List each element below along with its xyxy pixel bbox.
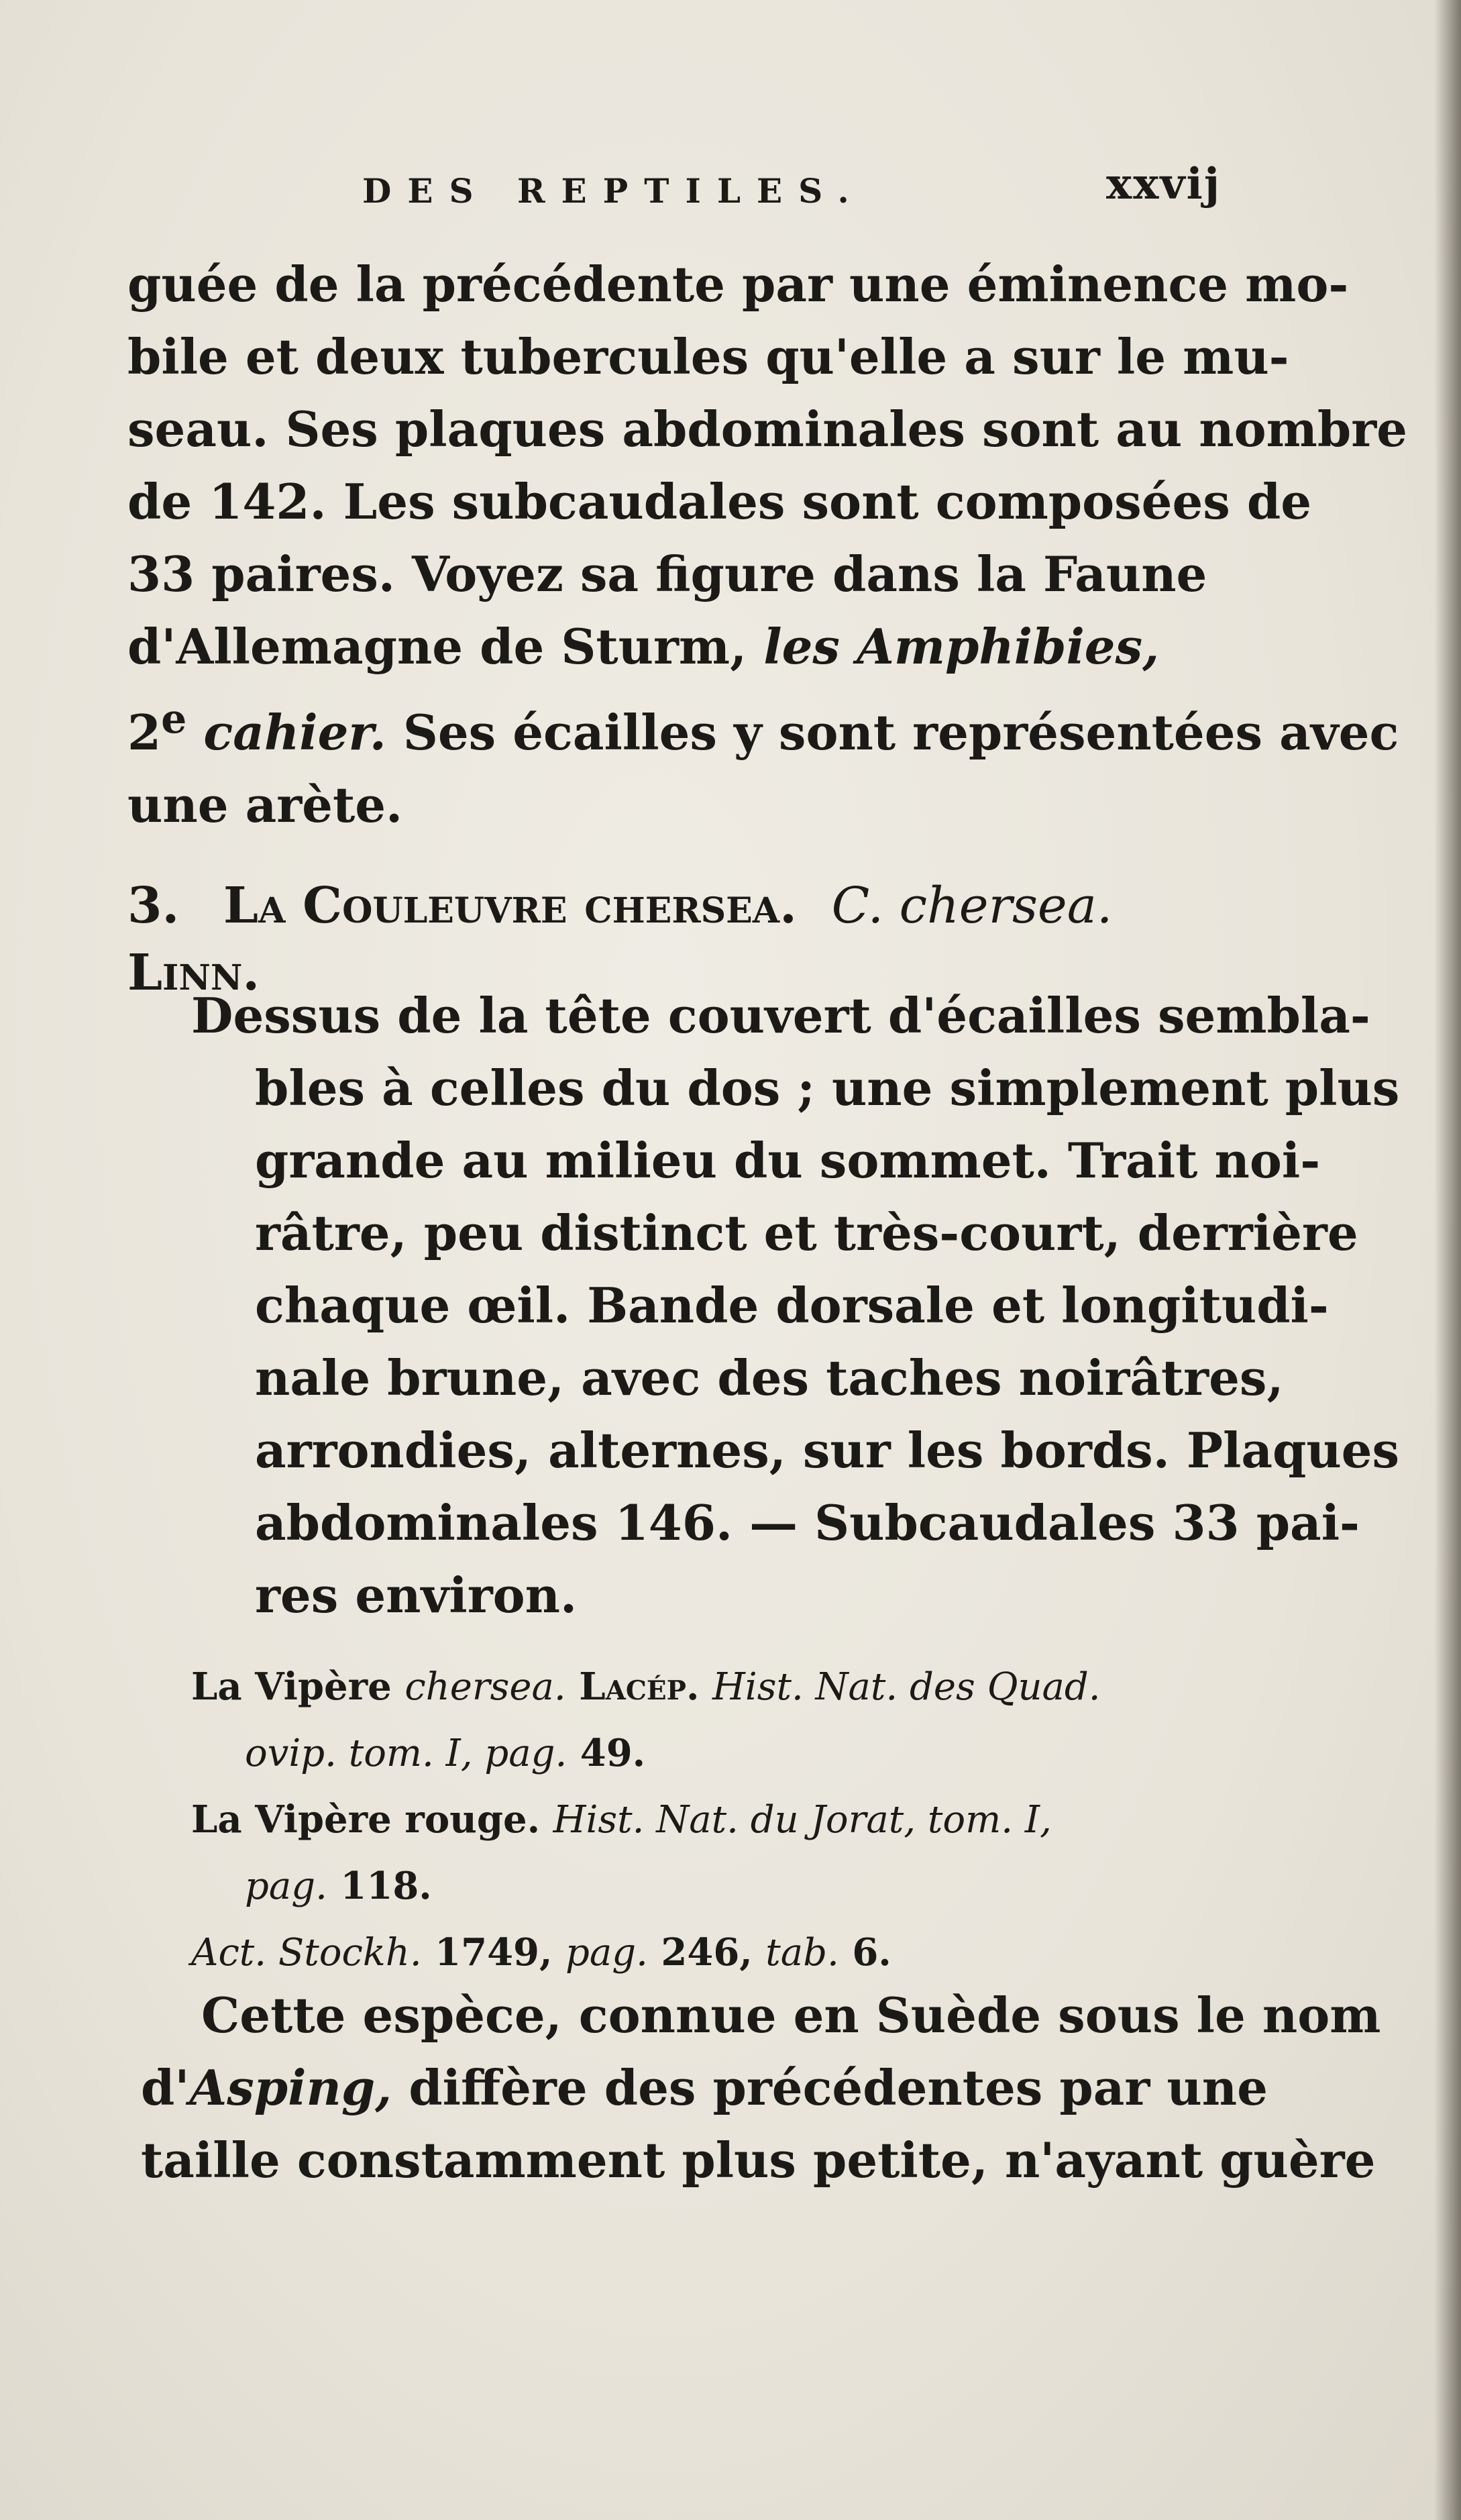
italic-run: Act. Stockh.: [191, 1931, 422, 1975]
text-line: [127, 2052, 1268, 2124]
text-line: abdominales 146. — Subcaudales 33 pai-: [255, 1494, 1360, 1551]
species-authority: Linn.: [127, 944, 260, 1002]
reference-line: [127, 1853, 1248, 1920]
text-run: 118.: [340, 1864, 432, 1908]
italic-run: Hist. Nat. des Quad.: [712, 1665, 1101, 1709]
text-run: d': [141, 2059, 190, 2116]
italic-run: chersea.: [404, 1665, 566, 1709]
page-binding-shadow: [1434, 0, 1461, 2520]
species-latin-name: C. chersea.: [831, 877, 1113, 935]
text-line: arrondies, alternes, sur les bords. Plaques: [255, 1422, 1400, 1479]
text-line: nale brune, avec des taches noirâtres,: [255, 1349, 1284, 1406]
italic-run: tab.: [765, 1931, 839, 1975]
italic-run: pag.: [245, 1865, 327, 1908]
text-line: guée de la précédente par une éminence mo-: [127, 256, 1349, 313]
text-run: 6.: [852, 1930, 891, 1975]
text-run: 49.: [580, 1731, 646, 1775]
text-line: taille constamment plus petite, n'ayant guère: [141, 2132, 1376, 2189]
text-run: 2: [127, 704, 162, 761]
text-line: Cette espèce, connue en Suède sous le nom: [201, 1987, 1381, 2044]
reference-line: [127, 1654, 1248, 1720]
author-abbrev: Lacép.: [579, 1665, 700, 1709]
text-line: bile et deux tubercules qu'elle a sur le mu-: [127, 328, 1289, 385]
page-header: [362, 159, 1221, 225]
italic-run: ovip. tom. I, pag.: [245, 1732, 567, 1775]
text-run: 246,: [661, 1930, 753, 1975]
species-name: La Couleuvre chersea.: [223, 877, 797, 935]
text-run: La Vipère: [191, 1665, 392, 1709]
reference-line: [127, 1720, 1248, 1787]
text-line: une arète.: [127, 776, 403, 833]
text-line: 33 paires. Voyez sa figure dans la Faune: [127, 545, 1207, 602]
reference-line: [127, 1920, 1248, 1986]
species-description: [127, 980, 1400, 1632]
text-run: 1749,: [435, 1930, 553, 1975]
italic-run: pag.: [565, 1931, 648, 1975]
superscript: e: [161, 696, 187, 743]
italic-run: cahier.: [203, 704, 386, 761]
italic-run: les Amphibies,: [763, 618, 1160, 675]
text-line: chaque œil. Bande dorsale et longitudi-: [255, 1277, 1329, 1334]
text-line: seau. Ses plaques abdominales sont au nombre: [127, 401, 1407, 458]
text-line: [127, 611, 1248, 683]
text-line: grande au milieu du sommet. Trait noi-: [255, 1132, 1321, 1189]
text-run: diffère des précédentes par une: [409, 2059, 1268, 2116]
text-run: d'Allemagne de Sturm,: [127, 618, 747, 675]
text-line: de 142. Les subcaudales sont composées de: [127, 473, 1312, 530]
species-number: 3.: [127, 877, 180, 935]
italic-run: Hist. Nat. du Jorat, tom. I,: [553, 1798, 1052, 1842]
text-run: La Vipère rouge.: [191, 1797, 541, 1842]
running-title: DES REPTILES.: [362, 171, 865, 211]
page-number: xxvij: [1106, 159, 1221, 209]
text-run: Ses écailles y sont représentées avec: [402, 704, 1399, 761]
italic-run: Asping,: [189, 2059, 392, 2116]
text-line: res environ.: [255, 1567, 578, 1624]
text-line: Dessus de la tête couvert d'écailles sembla-: [191, 987, 1370, 1044]
continuation-paragraph: [127, 248, 1407, 841]
text-line: bles à celles du dos ; une simplement plus: [255, 1059, 1400, 1116]
text-line: [127, 683, 1399, 769]
references: [127, 1654, 1248, 1986]
reference-line: [127, 1787, 1248, 1853]
text-line: râtre, peu distinct et très-court, derrière: [255, 1204, 1358, 1261]
closing-paragraph: [127, 1979, 1381, 2197]
